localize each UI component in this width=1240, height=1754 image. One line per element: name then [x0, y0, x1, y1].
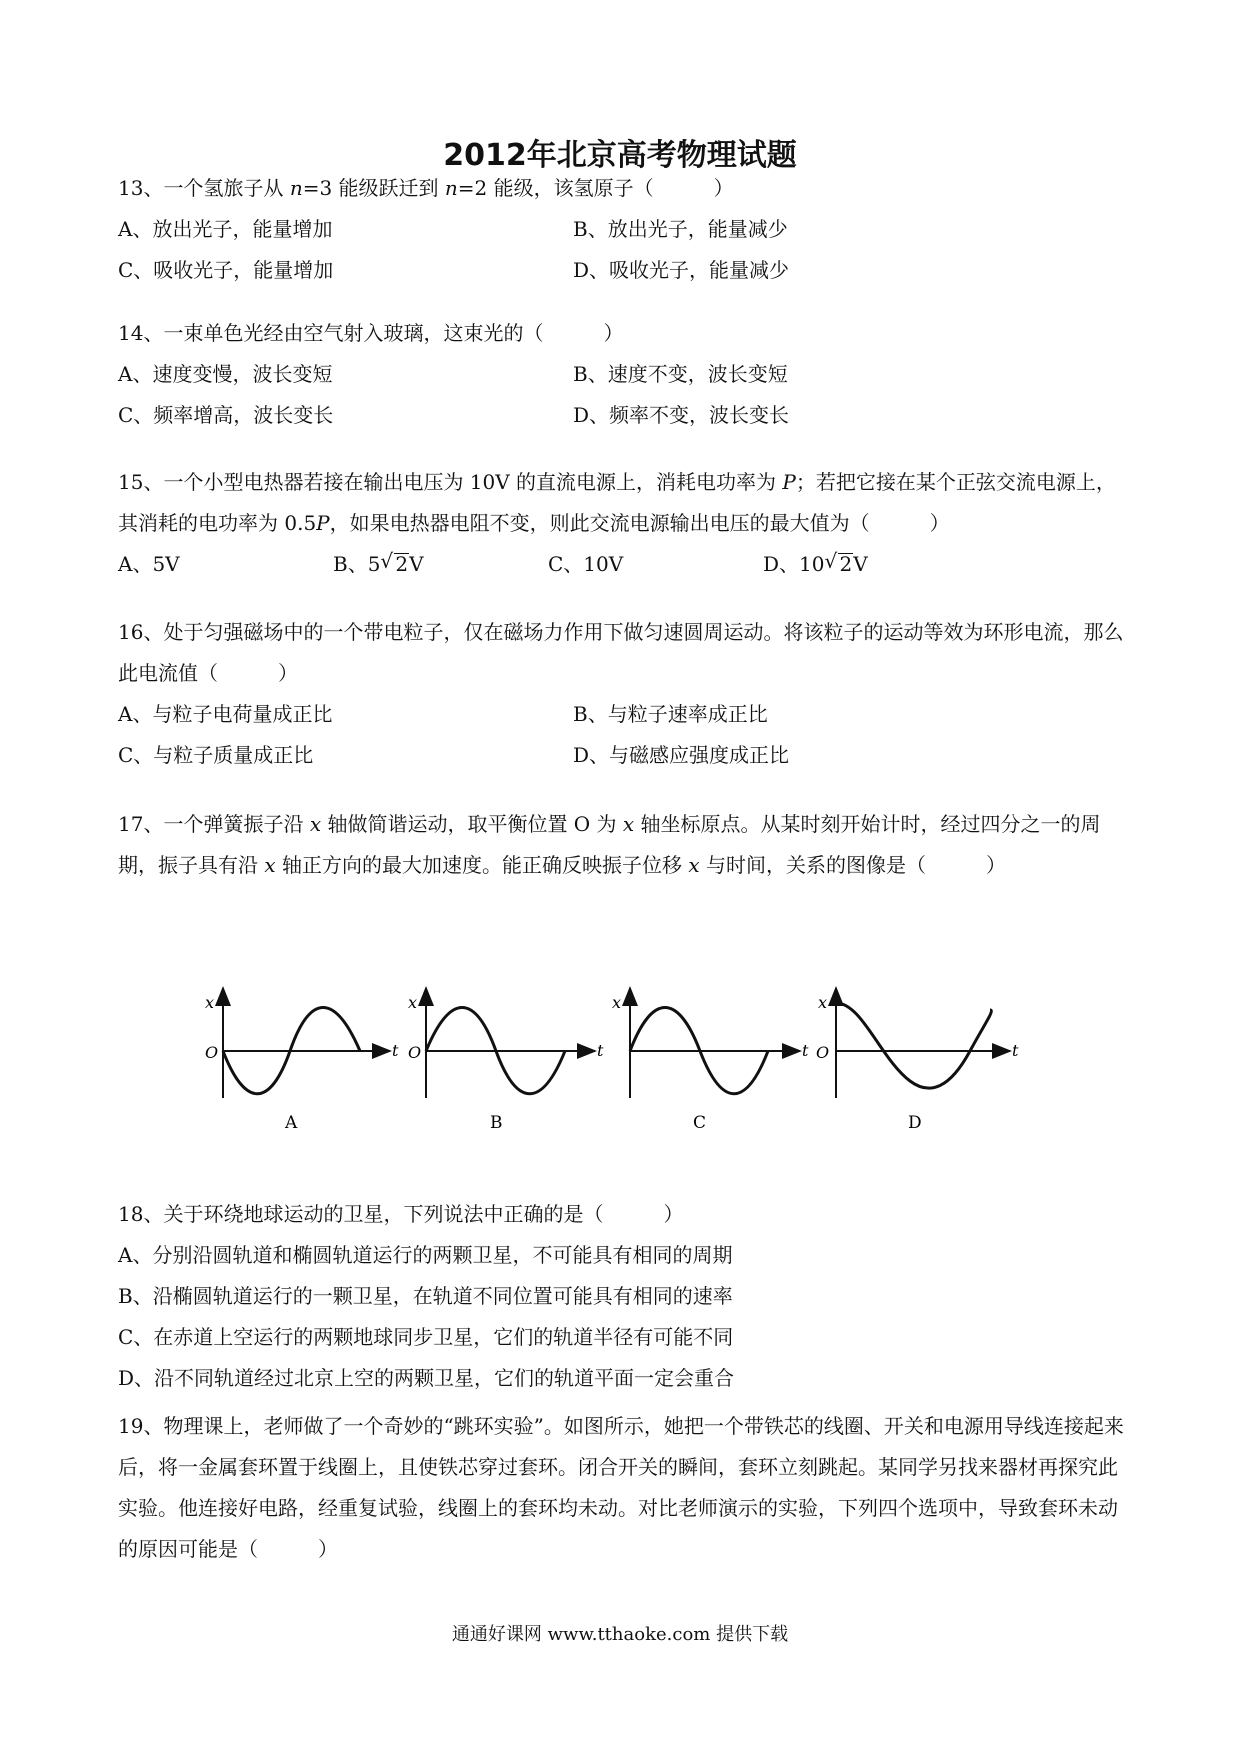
axis-x-label: t — [392, 1041, 399, 1060]
question-15 — [118, 462, 1128, 585]
axis-y-label: x — [205, 993, 215, 1012]
option-c: C、与粒子质量成正比 — [118, 743, 314, 767]
question-19 — [118, 1406, 1128, 1570]
question-14-stem: 14、一束单色光经由空气射入玻璃，这束光的（ ） — [118, 321, 624, 345]
origin-label: O — [408, 1043, 422, 1062]
question-15-stem: 15、一个小型电热器若接在输出电压为 10V 的直流电源上，消耗电功率为 P；若把它接在某个正弦交流电源上，其消耗的电功率为 0.5P，如果电热器电阻不变，则此交流电源输出电压的最大值为（ ） — [118, 470, 1116, 535]
question-17-stem: 17、一个弹簧振子沿 x 轴做简谐运动，取平衡位置 O 为 x 轴坐标原点。从某时刻开始计时，经过四分之一的周期，振子具有沿 x 轴正方向的最大加速度。能正确反映振子位移 x 与时间，关系的图像是（ ） — [118, 812, 1101, 877]
option-c: C、在赤道上空运行的两颗地球同步卫星，它们的轨道半径有可能不同 — [118, 1325, 734, 1349]
graph-label-b: B — [490, 1113, 503, 1133]
option-a: A、与粒子电荷量成正比 — [118, 702, 333, 726]
question-14 — [118, 313, 1128, 436]
option-d: D、频率不变，波长变长 — [573, 403, 790, 427]
axis-y-label: x — [612, 993, 622, 1012]
graph-c — [612, 988, 809, 1133]
option-a: A、分别沿圆轨道和椭圆轨道运行的两颗卫星，不可能具有相同的周期 — [118, 1243, 733, 1267]
option-d: D、10√ 2V — [763, 544, 868, 585]
axis-y-label: x — [818, 993, 828, 1012]
option-c: C、10V — [548, 552, 624, 576]
axis-y-label: x — [408, 993, 418, 1012]
option-b: B、速度不变，波长变短 — [573, 362, 788, 386]
axis-x-label: t — [597, 1041, 604, 1060]
option-b: B、与粒子速率成正比 — [573, 702, 768, 726]
option-a: A、放出光子，能量增加 — [118, 217, 333, 241]
option-a: A、速度变慢，波长变短 — [118, 362, 333, 386]
option-b: B、放出光子，能量减少 — [573, 217, 788, 241]
question-18-stem: 18、关于环绕地球运动的卫星，下列说法中正确的是（ ） — [118, 1202, 684, 1226]
axis-x-label: t — [1012, 1041, 1019, 1060]
origin-label: O — [816, 1043, 830, 1062]
graph-b — [408, 988, 604, 1133]
graph-label-d: D — [908, 1113, 922, 1133]
option-d: D、与磁感应强度成正比 — [573, 743, 790, 767]
graph-label-a: A — [285, 1113, 298, 1133]
option-b: B、沿椭圆轨道运行的一颗卫星，在轨道不同位置可能具有相同的速率 — [118, 1284, 733, 1308]
option-d: D、吸收光子，能量减少 — [573, 258, 790, 282]
question-13 — [118, 168, 1128, 291]
option-c: C、吸收光子，能量增加 — [118, 258, 334, 282]
page-footer: 通通好课网 www.tthaoke.com 提供下载 — [451, 1624, 789, 1645]
graph-a — [205, 988, 399, 1133]
question-16 — [118, 612, 1128, 776]
option-d: D、沿不同轨道经过北京上空的两颗卫星，它们的轨道平面一定会重合 — [118, 1366, 735, 1390]
option-a: A、5V — [118, 552, 180, 576]
question-16-stem: 16、处于匀强磁场中的一个带电粒子，仅在磁场力作用下做匀速圆周运动。将该粒子的运动等效为环形电流，那么此电流值（ ） — [118, 620, 1124, 685]
question-13-stem: 13、一个氢旅子从 n=3 能级跃迁到 n=2 能级，该氢原子（ ） — [118, 176, 734, 200]
question-19-stem: 19、物理课上，老师做了一个奇妙的“跳环实验”。如图所示，她把一个带铁芯的线圈、开关和电源用导线连接起来后，将一金属套环置于线圈上，且使铁芯穿过套环。闭合开关的瞬间，套环立刻跳起。某同学另找来器材再探究此实验。他连接好电路，经重复试验，线圈上的套环均未动。对比老师演示的实验，下列四个选项中，导致套环未动的原因可能是（ ） — [118, 1414, 1124, 1561]
page-title: 2012年北京高考物理试题 — [443, 138, 797, 173]
question-17 — [118, 804, 1128, 886]
option-b: B、5√ 2V — [333, 544, 548, 585]
graph-label-c: C — [693, 1113, 707, 1133]
graph-d — [816, 988, 1019, 1133]
axis-x-label: t — [802, 1041, 809, 1060]
option-c: C、频率增高，波长变长 — [118, 403, 334, 427]
origin-label: O — [205, 1043, 219, 1062]
question-18 — [118, 1194, 1128, 1399]
q17-graph-options — [190, 978, 1050, 1148]
